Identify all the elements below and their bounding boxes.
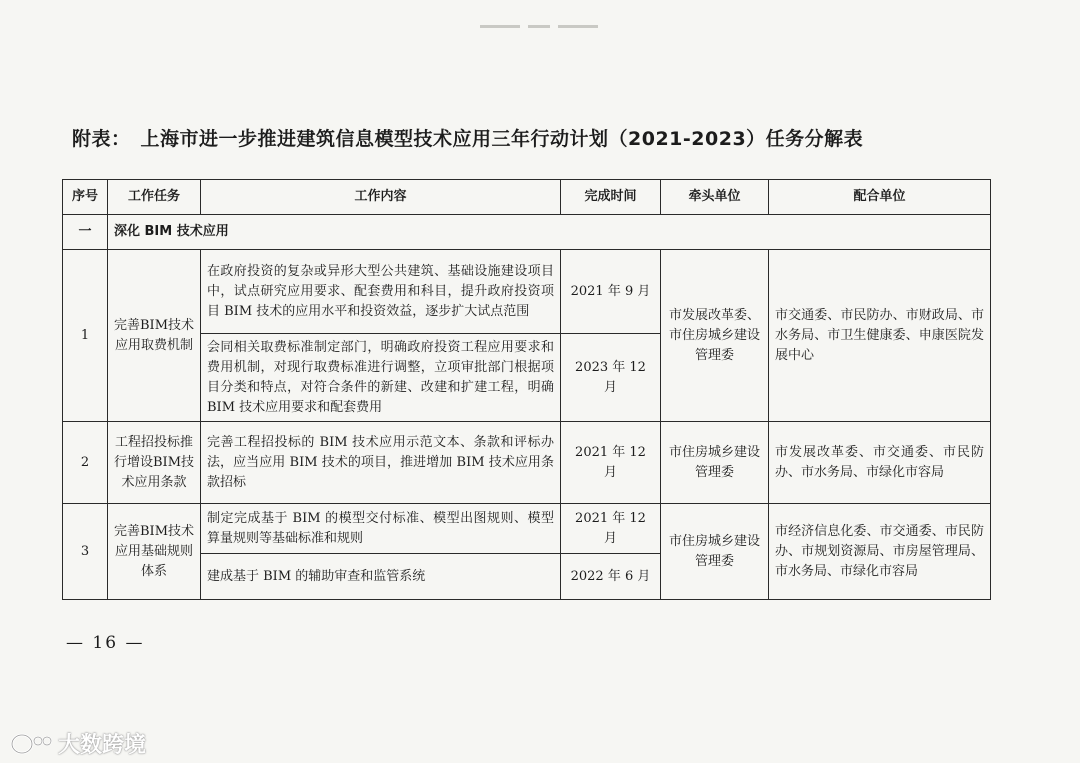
header-lead-unit: 牵头单位 [661,180,769,215]
watermark-text: 大数跨境 [58,733,147,758]
header-task: 工作任务 [108,180,201,215]
header-partner-units: 配合单位 [769,180,991,215]
chat-bubbles-logo-icon [10,732,54,756]
table-row [63,250,991,334]
table-row [63,422,991,504]
row-deadline: 2021 年 9 月 [561,250,661,334]
table-row [63,504,991,554]
row-index: 1 [63,250,108,422]
row-task: 完善BIM技术应用取费机制 [108,250,201,422]
row-deadline: 2021 年 12 月 [561,504,661,554]
table-header-row [63,180,991,215]
row-content: 在政府投资的复杂或异形大型公共建筑、基础设施建设项目中，试点研究应用要求、配套费用和科目，提升政府投资项目 BIM 技术的应用水平和投资效益，逐步扩大试点范围 [201,250,561,334]
section-label: 深化 BIM 技术应用 [108,215,991,250]
row-deadline: 2023 年 12 月 [561,334,661,422]
title-text: 上海市进一步推进建筑信息模型技术应用三年行动计划（2021-2023）任务分解表 [140,128,864,150]
row-partner-units: 市发展改革委、市交通委、市民防办、市水务局、市绿化市容局 [769,422,991,504]
row-content: 制定完成基于 BIM 的模型交付标准、模型出图规则、模型算量规则等基础标准和规则 [201,504,561,554]
row-lead-unit: 市发展改革委、市住房城乡建设管理委 [661,250,769,422]
watermark [10,728,146,759]
row-partner-units: 市交通委、市民防办、市财政局、市水务局、市卫生健康委、申康医院发展中心 [769,250,991,422]
row-task: 完善BIM技术应用基础规则体系 [108,504,201,600]
row-content: 会同相关取费标准制定部门，明确政府投资工程应用要求和费用机制，对现行取费标准进行调整，立项审批部门根据项目分类和特点，对符合条件的新建、改建和扩建工程，明确 BIM 技术应用要求和配套费用 [201,334,561,422]
row-deadline: 2021 年 12 月 [561,422,661,504]
header-index: 序号 [63,180,108,215]
title-lead: 附表： [72,128,131,150]
page-number: — 16 — [66,633,145,653]
row-partner-units: 市经济信息化委、市交通委、市民防办、市规划资源局、市房屋管理局、市水务局、市绿化市容局 [769,504,991,600]
section-number: 一 [63,215,108,250]
row-lead-unit: 市住房城乡建设管理委 [661,422,769,504]
row-task: 工程招投标推行增设BIM技术应用条款 [108,422,201,504]
top-scan-marks [480,16,610,26]
row-index: 2 [63,422,108,504]
section-row [63,215,991,250]
header-content: 工作内容 [201,180,561,215]
row-deadline: 2022 年 6 月 [561,554,661,600]
row-content: 建成基于 BIM 的辅助审查和监管系统 [201,554,561,600]
document-title [72,124,1012,151]
task-breakdown-table [62,179,991,600]
row-lead-unit: 市住房城乡建设管理委 [661,504,769,600]
row-content: 完善工程招投标的 BIM 技术应用示范文本、条款和评标办法，应当应用 BIM 技术的项目，推进增加 BIM 技术应用条款招标 [201,422,561,504]
row-index: 3 [63,504,108,600]
header-deadline: 完成时间 [561,180,661,215]
